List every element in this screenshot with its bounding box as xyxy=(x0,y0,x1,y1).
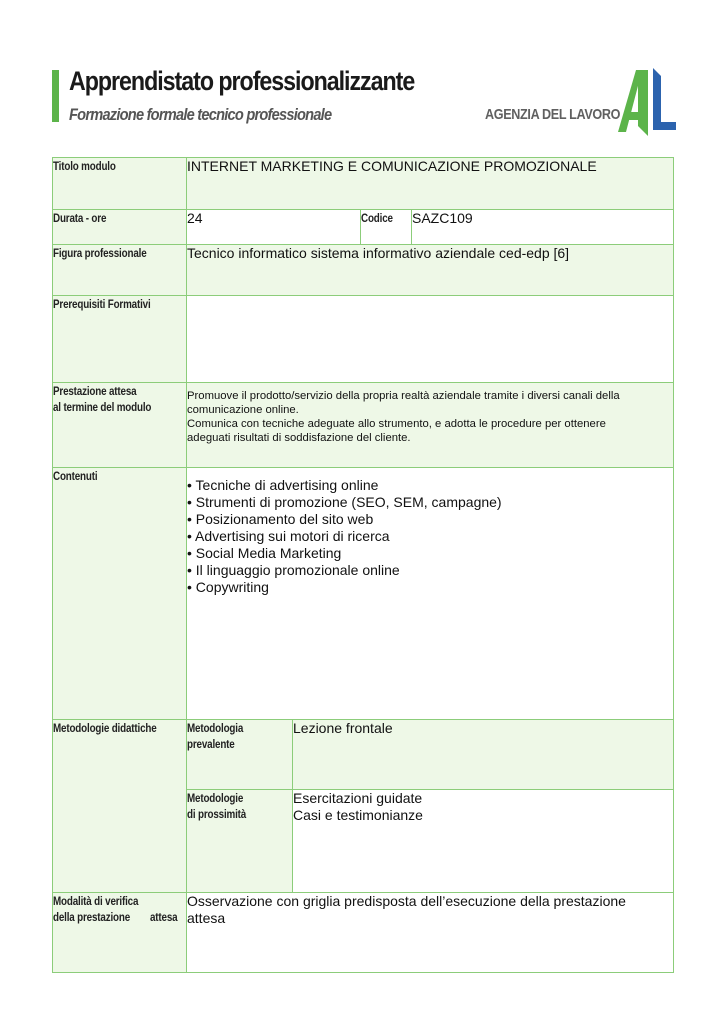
list-item: • Il linguaggio promozionale online xyxy=(187,562,400,578)
metodologie-label: Metodologie didattiche xyxy=(53,720,187,893)
agenzia-logo-icon xyxy=(612,66,678,136)
prestazione-value: Promuove il prodotto/servizio della propria realtà aziendale tramite i diversi canali della comunicazione online. Comunica con tecniche adeguate allo strumento, e adotta le procedure per ottenere adeguati risultati di soddisfazione del cliente. xyxy=(187,383,674,468)
agency-name: AGENZIA DEL LAVORO xyxy=(485,106,621,123)
page-subtitle: Formazione formale tecnico professionale xyxy=(69,105,332,124)
contenuti-label: Contenuti xyxy=(53,468,187,720)
figura-value: Tecnico informatico sistema informativo aziendale ced-edp [6] xyxy=(187,245,674,296)
list-item: • Posizionamento del sito web xyxy=(187,511,374,527)
figura-label: Figura professionale xyxy=(53,245,187,296)
list-item: • Strumenti di promozione (SEO, SEM, campagne) xyxy=(187,494,502,510)
codice-label: Codice xyxy=(361,210,412,245)
durata-label: Durata - ore xyxy=(53,210,187,245)
verifica-label: Modalità di verifica della prestazione attesa xyxy=(53,893,187,973)
codice-value: SAZC109 xyxy=(412,210,674,245)
prerequisiti-label: Prerequisiti Formativi xyxy=(53,296,187,383)
metodologia-prevalente-value: Lezione frontale xyxy=(293,720,674,790)
metodologie-prossimita-value: Esercitazioni guidate Casi e testimonianze xyxy=(293,790,674,893)
titolo-modulo-value: INTERNET MARKETING E COMUNICAZIONE PROMOZIONALE xyxy=(187,158,674,210)
list-item: • Tecniche di advertising online xyxy=(187,477,379,493)
module-table xyxy=(52,157,674,973)
verifica-value: Osservazione con griglia predisposta dell’esecuzione della prestazione attesa xyxy=(187,893,674,973)
page-title: Apprendistato professionalizzante xyxy=(69,66,415,96)
titolo-modulo-label: Titolo modulo xyxy=(53,158,187,210)
prestazione-label: Prestazione attesa al termine del modulo xyxy=(53,383,187,468)
prerequisiti-value xyxy=(187,296,674,383)
durata-value: 24 xyxy=(187,210,361,245)
list-item: • Advertising sui motori di ricerca xyxy=(187,528,390,544)
header-accent-bar xyxy=(52,70,59,122)
list-item: • Social Media Marketing xyxy=(187,545,342,561)
list-item: • Copywriting xyxy=(187,579,269,595)
metodologie-prossimita-label: Metodologie di prossimità xyxy=(187,790,293,893)
contenuti-list xyxy=(187,477,673,596)
contenuti-value xyxy=(187,468,674,720)
metodologia-prevalente-label: Metodologia prevalente xyxy=(187,720,293,790)
